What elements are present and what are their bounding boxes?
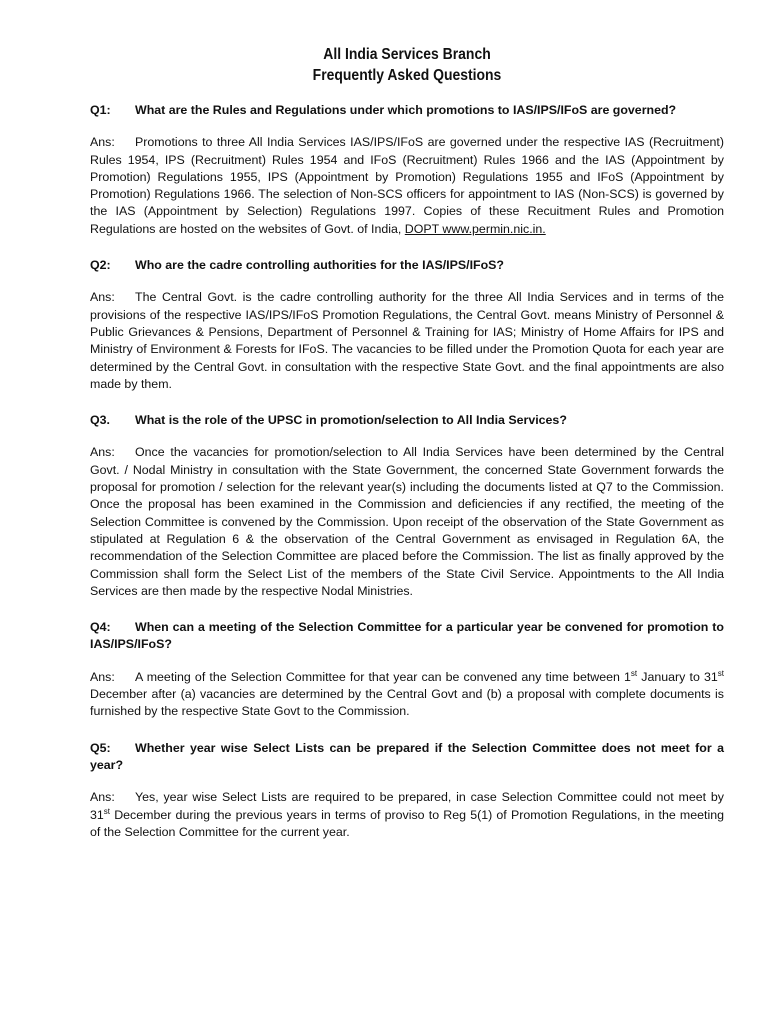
question-q5 <box>90 740 724 775</box>
answer-label: Ans: <box>90 135 115 150</box>
title-line-2: Frequently Asked Questions <box>312 67 502 84</box>
dopt-website-link[interactable]: DOPT www.permin.nic.in. <box>404 221 546 236</box>
ordinal-suffix: st <box>103 806 111 816</box>
question-q1 <box>90 102 724 119</box>
answer-label: Ans: <box>90 290 115 305</box>
question-label: Q2: <box>90 258 111 273</box>
answer-q4 <box>90 669 724 721</box>
question-label: Q4: <box>90 620 111 635</box>
ordinal-suffix: st <box>717 668 724 678</box>
question-text: When can a meeting of the Selection Committee for a particular year be convened for promotion to IAS/IPS/IFoS? <box>90 620 724 652</box>
question-label: Q3. <box>90 413 110 428</box>
question-q4 <box>90 619 724 654</box>
answer-text-part-1: A meeting of the Selection Committee for that year can be convened any time between 1 <box>135 669 631 684</box>
answer-label: Ans: <box>90 445 115 460</box>
answer-q3 <box>90 444 724 600</box>
answer-label: Ans: <box>90 669 115 684</box>
question-text: What are the Rules and Regulations under which promotions to IAS/IPS/IFoS are governed? <box>135 103 677 117</box>
answer-text-part-2: December during the previous years in terms of proviso to Reg 5(1) of Promotion Regulations, in the meeting of the Selection Committee for the current year. <box>90 807 724 839</box>
answer-text-part-2: January to 31 <box>637 669 718 684</box>
answer-q5 <box>90 789 724 841</box>
faq-item-q1 <box>90 102 724 238</box>
document-title <box>122 44 693 86</box>
answer-q2 <box>90 289 724 393</box>
answer-text: Promotions to three All India Services IAS/IPS/IFoS are governed under the respective IAS (Recruitment) Rules 1954, IPS (Recruitment) Rules 1954 and IFoS (Recruitment) Rules 1966 and the IAS (Appointment by Promotion) Regulations 1955, IPS (Appointment by Promotion) Regulations 1955 and IFoS (Appointment by Promotion) Regulations 1966. The selection of Non-SCS officers for appointment to IAS (Non-SCS) is governed by the IAS (Appointment by Selection) Regulations 1997. Copies of these Recuitment Rules and Promotion Regulations are hosted on the websites of Govt. of India, <box>90 135 724 236</box>
answer-text-part-1: Yes, year wise Select Lists are required to be prepared, in case Selection Committee could not meet by 31 <box>90 790 724 822</box>
faq-item-q2 <box>90 257 724 393</box>
question-label: Q5: <box>90 740 111 755</box>
answer-text: Once the vacancies for promotion/selection to All India Services have been determined by the Central Govt. / Nodal Ministry in consultation with the State Government, the concerned State Government forwards the proposal for promotion / selection for the relevant year(s) including the documents listed at Q7 to the Commission. Once the proposal has been examined in the Commission and deficiencies if any rectified, the meeting of the Selection Committee is convened by the Commission. Upon receipt of the observation of the State Government as stipulated at Regulation 6 & the observation of the Central Government as envisaged in Regulation 6A, the recommendation of the Selection Committee are placed before the Commission. The list as finally approved by the Commission shall form the Select List of the members of the State Civil Service. Appointments to the All India Services are then made by the respective Nodal Ministries. <box>90 445 724 598</box>
answer-text-part-3: December after (a) vacancies are determined by the Central Govt and (b) a proposal with complete documents is furnished by the respective State Govt to the Commission. <box>90 687 724 719</box>
question-text: Who are the cadre controlling authorities for the IAS/IPS/IFoS? <box>135 258 505 273</box>
answer-q1 <box>90 134 724 238</box>
faq-item-q3 <box>90 412 724 600</box>
title-line-1: All India Services Branch <box>323 46 491 63</box>
faq-item-q4 <box>90 619 724 720</box>
question-text: What is the role of the UPSC in promotion/selection to All India Services? <box>135 413 567 428</box>
ordinal-suffix: st <box>630 668 638 678</box>
answer-text: The Central Govt. is the cadre controlling authority for the three All India Services and in terms of the provisions of the respective IAS/IPS/IFoS Promotion Regulations, the Central Govt. means Ministry of Personnel & Public Grievances & Pensions, Department of Personnel & Training for IAS; Ministry of Home Affairs for IPS and Ministry of Environment & Forests for IFoS. The vacancies to be filled under the Promotion Quota for each year are determined by the Central Govt. in consultation with the respective State Govt. and the final appointments are also made by them. <box>90 290 724 391</box>
question-text: Whether year wise Select Lists can be prepared if the Selection Committee does not meet for a year? <box>90 740 724 772</box>
document-page <box>90 44 724 841</box>
faq-item-q5 <box>90 740 724 841</box>
answer-label: Ans: <box>90 790 115 805</box>
question-label: Q1: <box>90 103 111 117</box>
question-q3 <box>90 412 724 429</box>
question-q2 <box>90 257 724 274</box>
